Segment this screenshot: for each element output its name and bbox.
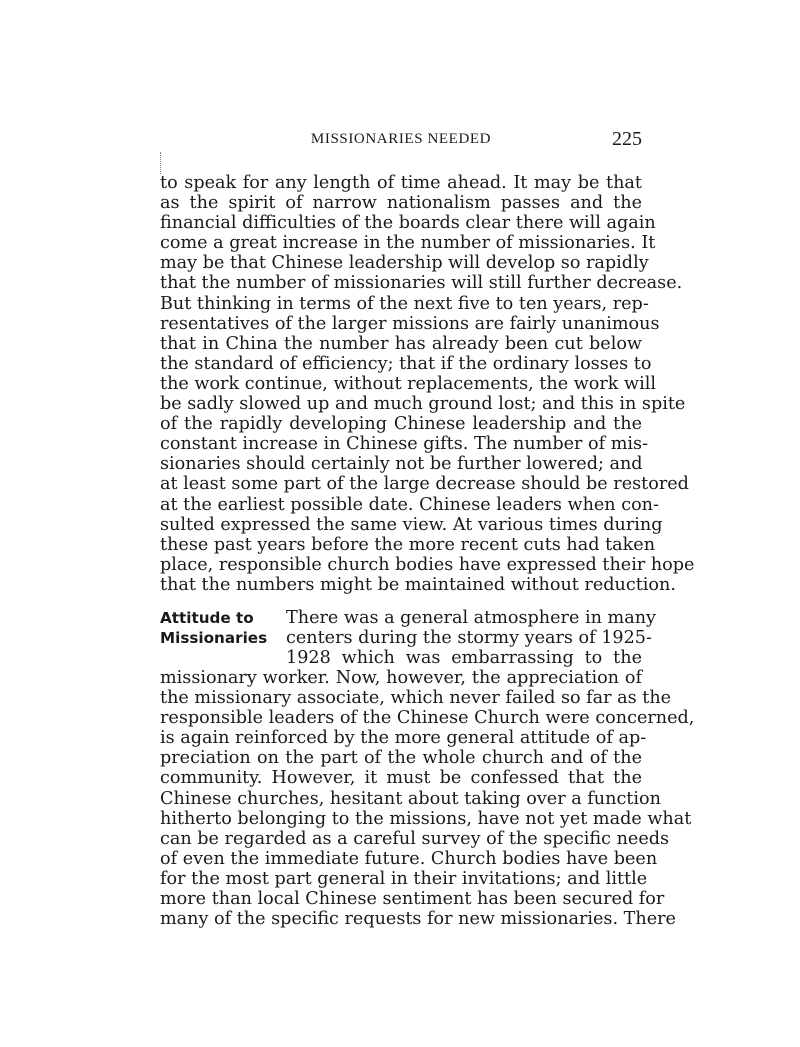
- text-line: But thinking in terms of the next five to ten years, rep-: [160, 293, 649, 314]
- paragraph-1: [160, 173, 695, 595]
- side-heading-line: Missionaries: [160, 629, 268, 648]
- text-line: more than local Chinese sentiment has been secured for: [160, 889, 665, 910]
- text-line: missionary worker. Now, however, the appreciation of: [160, 668, 642, 688]
- text-line: of even the immediate future. Church bodies have been: [160, 848, 658, 869]
- page-number: 225: [612, 128, 642, 150]
- text-line: financial difficulties of the boards clear there will again: [160, 213, 656, 234]
- paragraph-2: [160, 668, 695, 930]
- text-line: that the number of missionaries will still further decrease.: [160, 273, 683, 294]
- text-line: come a great increase in the number of missionaries. It: [160, 233, 656, 254]
- text-line: is again reinforced by the more general attitude of ap-: [160, 728, 647, 749]
- side-heading: [160, 608, 280, 648]
- running-title: MISSIONARIES NEEDED: [310, 131, 492, 147]
- text-line: community. However, it must be confessed that the: [160, 768, 642, 789]
- text-line: centers during the stormy years of 1925-: [286, 628, 652, 649]
- running-head: [160, 130, 642, 152]
- text-line: the standard of efficiency; that if the ordinary losses to: [160, 353, 652, 374]
- text-line: There was a general atmosphere in many: [286, 608, 656, 628]
- text-line: to speak for any length of time ahead. It may be that: [160, 173, 642, 193]
- text-line: Chinese churches, hesitant about taking over a function: [160, 788, 661, 809]
- text-line: of the rapidly developing Chinese leadership and the: [160, 414, 642, 435]
- text-line: the missionary associate, which never failed so far as the: [160, 688, 672, 709]
- margin-mark: [160, 152, 163, 174]
- text-line: place, responsible church bodies have expressed their hope: [160, 554, 695, 575]
- text-line: as the spirit of narrow nationalism passes and the: [160, 193, 642, 214]
- text-line: for the most part general in their invitations; and little: [160, 868, 648, 889]
- text-line: that the numbers might be maintained without reduction.: [160, 574, 676, 595]
- text-line: constant increase in Chinese gifts. The number of mis-: [160, 434, 649, 455]
- text-line: resentatives of the larger missions are fairly unanimous: [160, 313, 660, 334]
- text-line: sionaries should certainly not be further lowered; and: [160, 454, 643, 475]
- side-heading-line: Attitude to: [160, 609, 254, 627]
- text-line: be sadly slowed up and much ground lost; and this in spite: [160, 394, 686, 415]
- text-line: that in China the number has already been cut below: [160, 333, 642, 354]
- text-line: at the earliest possible date. Chinese leaders when con-: [160, 494, 659, 515]
- text-line: 1928 which was embarrassing to the: [286, 648, 642, 669]
- text-line: these past years before the more recent cuts had taken: [160, 534, 656, 555]
- text-line: sulted expressed the same view. At various times during: [160, 514, 663, 535]
- text-line: hitherto belonging to the missions, have not yet made what: [160, 808, 692, 829]
- text-line: many of the specific requests for new missionaries. There: [160, 909, 676, 930]
- text-line: preciation on the part of the whole church and of the: [160, 748, 642, 769]
- paragraph-2-indented: [286, 608, 656, 669]
- text-line: responsible leaders of the Chinese Church were concerned,: [160, 708, 695, 729]
- text-line: the work continue, without replacements, the work will: [160, 373, 656, 394]
- text-line: may be that Chinese leadership will develop so rapidly: [160, 253, 649, 274]
- text-line: at least some part of the large decrease should be restored: [160, 474, 689, 495]
- text-line: can be regarded as a careful survey of the specific needs: [160, 828, 670, 849]
